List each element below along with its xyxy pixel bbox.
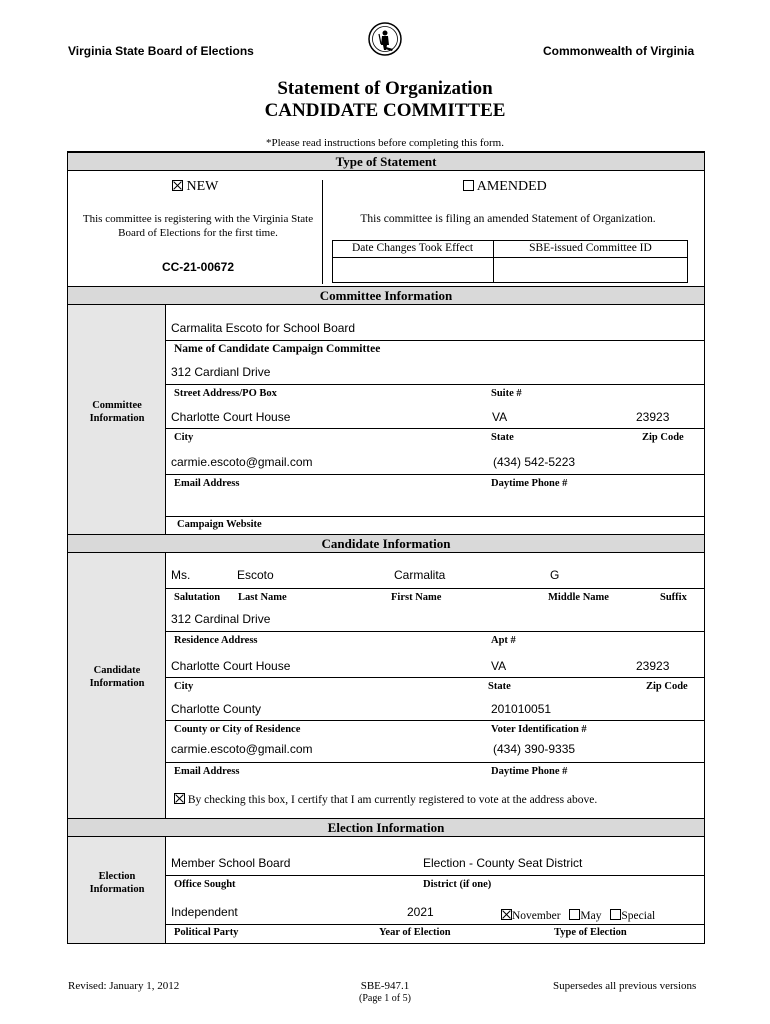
apt-label: Apt #: [491, 635, 516, 646]
election-type-may[interactable]: [569, 910, 601, 922]
voter-id-label: Voter Identification #: [491, 724, 587, 735]
section-header-candidate: Candidate Information: [68, 534, 704, 553]
committee-side-label: Committee Information: [89, 400, 145, 424]
instructions-note: *Please read instructions before completing this form.: [266, 137, 504, 149]
election-type-options: [501, 909, 655, 922]
county-label: County or City of Residence: [174, 724, 301, 735]
type-label: Type of Election: [554, 927, 627, 938]
new-option[interactable]: [172, 179, 218, 195]
candidate-first-name[interactable]: Carmalita: [394, 568, 446, 582]
new-description: This committee is registering with the Virginia State Board of Elections for the first time.: [82, 213, 314, 239]
district[interactable]: Election - County Seat District: [423, 856, 583, 870]
committee-email[interactable]: carmie.escoto@gmail.com: [171, 455, 313, 469]
sbe-id-input[interactable]: [494, 258, 687, 282]
election-side-label: Election Information: [89, 871, 145, 895]
sbe-id-label: SBE-issued Committee ID: [529, 242, 652, 254]
candidate-city[interactable]: Charlotte Court House: [171, 659, 291, 673]
state-seal-icon: [368, 22, 402, 56]
special-label: Special: [621, 910, 656, 922]
candidate-voter-id[interactable]: 201010051: [491, 702, 552, 716]
zip-label: Zip Code: [642, 432, 684, 443]
certify-text: By checking this box, I certify that I am currently registered to vote at the address above.: [187, 794, 598, 806]
last-name-label: Last Name: [238, 592, 287, 603]
office-label: Office Sought: [174, 879, 236, 890]
new-label: NEW: [186, 179, 219, 194]
city-label: City: [174, 432, 194, 443]
special-checkbox[interactable]: [610, 909, 621, 920]
committee-id: CC-21-00672: [161, 260, 235, 274]
phone-label: Daytime Phone #: [491, 478, 568, 489]
candidate-city-label: City: [174, 681, 194, 692]
election-year[interactable]: 2021: [407, 905, 434, 919]
divider: [166, 384, 704, 385]
candidate-zip[interactable]: 23923: [636, 659, 670, 673]
candidate-phone[interactable]: (434) 390-9335: [493, 742, 576, 756]
committee-zip[interactable]: 23923: [636, 410, 670, 424]
candidate-last-name[interactable]: Escoto: [237, 568, 274, 582]
residence-label: Residence Address: [174, 635, 258, 646]
state-label: State: [491, 432, 514, 443]
candidate-email-label: Email Address: [174, 766, 240, 777]
november-checkbox[interactable]: [501, 909, 512, 920]
committee-state[interactable]: VA: [492, 410, 508, 424]
divider: [166, 516, 704, 517]
divider: [166, 474, 704, 475]
website-label: Campaign Website: [177, 519, 262, 530]
divider: [166, 875, 704, 876]
committee-street[interactable]: 312 Cardianl Drive: [171, 365, 271, 379]
year-label: Year of Election: [379, 927, 451, 938]
section-header-election: Election Information: [68, 818, 704, 837]
divider: [166, 762, 704, 763]
candidate-state[interactable]: VA: [491, 659, 507, 673]
divider: [322, 180, 323, 284]
candidate-middle-name[interactable]: G: [550, 568, 560, 582]
amended-label: AMENDED: [476, 179, 547, 194]
candidate-side-label: Candidate Information: [89, 665, 145, 689]
candidate-zip-label: Zip Code: [646, 681, 688, 692]
divider: [166, 720, 704, 721]
date-changes-input[interactable]: [333, 258, 492, 282]
may-checkbox[interactable]: [569, 909, 580, 920]
election-type-november[interactable]: [501, 910, 561, 922]
certify-checkbox[interactable]: [174, 793, 185, 804]
party-label: Political Party: [174, 927, 239, 938]
committee-phone[interactable]: (434) 542-5223: [493, 455, 576, 469]
amended-description: This committee is filing an amended Statement of Organization.: [360, 213, 656, 225]
committee-city[interactable]: Charlotte Court House: [171, 410, 291, 424]
candidate-side-panel: [68, 553, 166, 818]
committee-name-label: Name of Candidate Campaign Committee: [174, 343, 381, 355]
header-right: Commonwealth of Virginia: [543, 44, 695, 58]
divider: [166, 631, 704, 632]
suite-label: Suite #: [491, 388, 522, 399]
candidate-phone-label: Daytime Phone #: [491, 766, 568, 777]
footer-page: (Page 1 of 5): [359, 993, 411, 1004]
salutation-label: Salutation: [174, 592, 221, 603]
email-label: Email Address: [174, 478, 240, 489]
district-label: District (if one): [423, 879, 492, 890]
page-title: Statement of Organization: [277, 78, 493, 99]
amended-option[interactable]: [463, 179, 547, 195]
divider: [166, 428, 704, 429]
candidate-salutation[interactable]: Ms.: [171, 568, 191, 582]
committee-name[interactable]: Carmalita Escoto for School Board: [171, 321, 356, 335]
office-sought[interactable]: Member School Board: [171, 856, 291, 870]
divider: [166, 924, 704, 925]
election-type-special[interactable]: [610, 910, 655, 922]
political-party[interactable]: Independent: [171, 905, 238, 919]
divider: [166, 588, 704, 589]
suffix-label: Suffix: [660, 592, 687, 603]
middle-name-label: Middle Name: [548, 592, 609, 603]
website-input[interactable]: [171, 494, 701, 514]
candidate-email[interactable]: carmie.escoto@gmail.com: [171, 742, 313, 756]
header-left: Virginia State Board of Elections: [68, 44, 254, 58]
first-name-label: First Name: [391, 592, 442, 603]
candidate-county[interactable]: Charlotte County: [171, 702, 262, 716]
new-checkbox[interactable]: [172, 180, 183, 191]
election-side-panel: [68, 837, 166, 943]
committee-side-panel: [68, 305, 166, 534]
certify-row[interactable]: [174, 793, 597, 806]
street-label: Street Address/PO Box: [174, 388, 277, 399]
footer-supersedes: Supersedes all previous versions: [553, 980, 697, 992]
may-label: May: [580, 910, 602, 922]
amended-checkbox[interactable]: [463, 180, 474, 191]
divider: [166, 340, 704, 341]
page-subtitle: CANDIDATE COMMITTEE: [264, 100, 506, 121]
date-changes-label: Date Changes Took Effect: [351, 242, 474, 254]
section-header-type: Type of Statement: [68, 152, 704, 171]
footer-form-number: SBE-947.1: [360, 980, 410, 992]
candidate-state-label: State: [488, 681, 511, 692]
section-header-committee: Committee Information: [68, 286, 704, 305]
divider: [166, 677, 704, 678]
candidate-residence[interactable]: 312 Cardinal Drive: [171, 612, 271, 626]
november-label: November: [512, 910, 561, 922]
footer-revised: Revised: January 1, 2012: [68, 980, 180, 992]
